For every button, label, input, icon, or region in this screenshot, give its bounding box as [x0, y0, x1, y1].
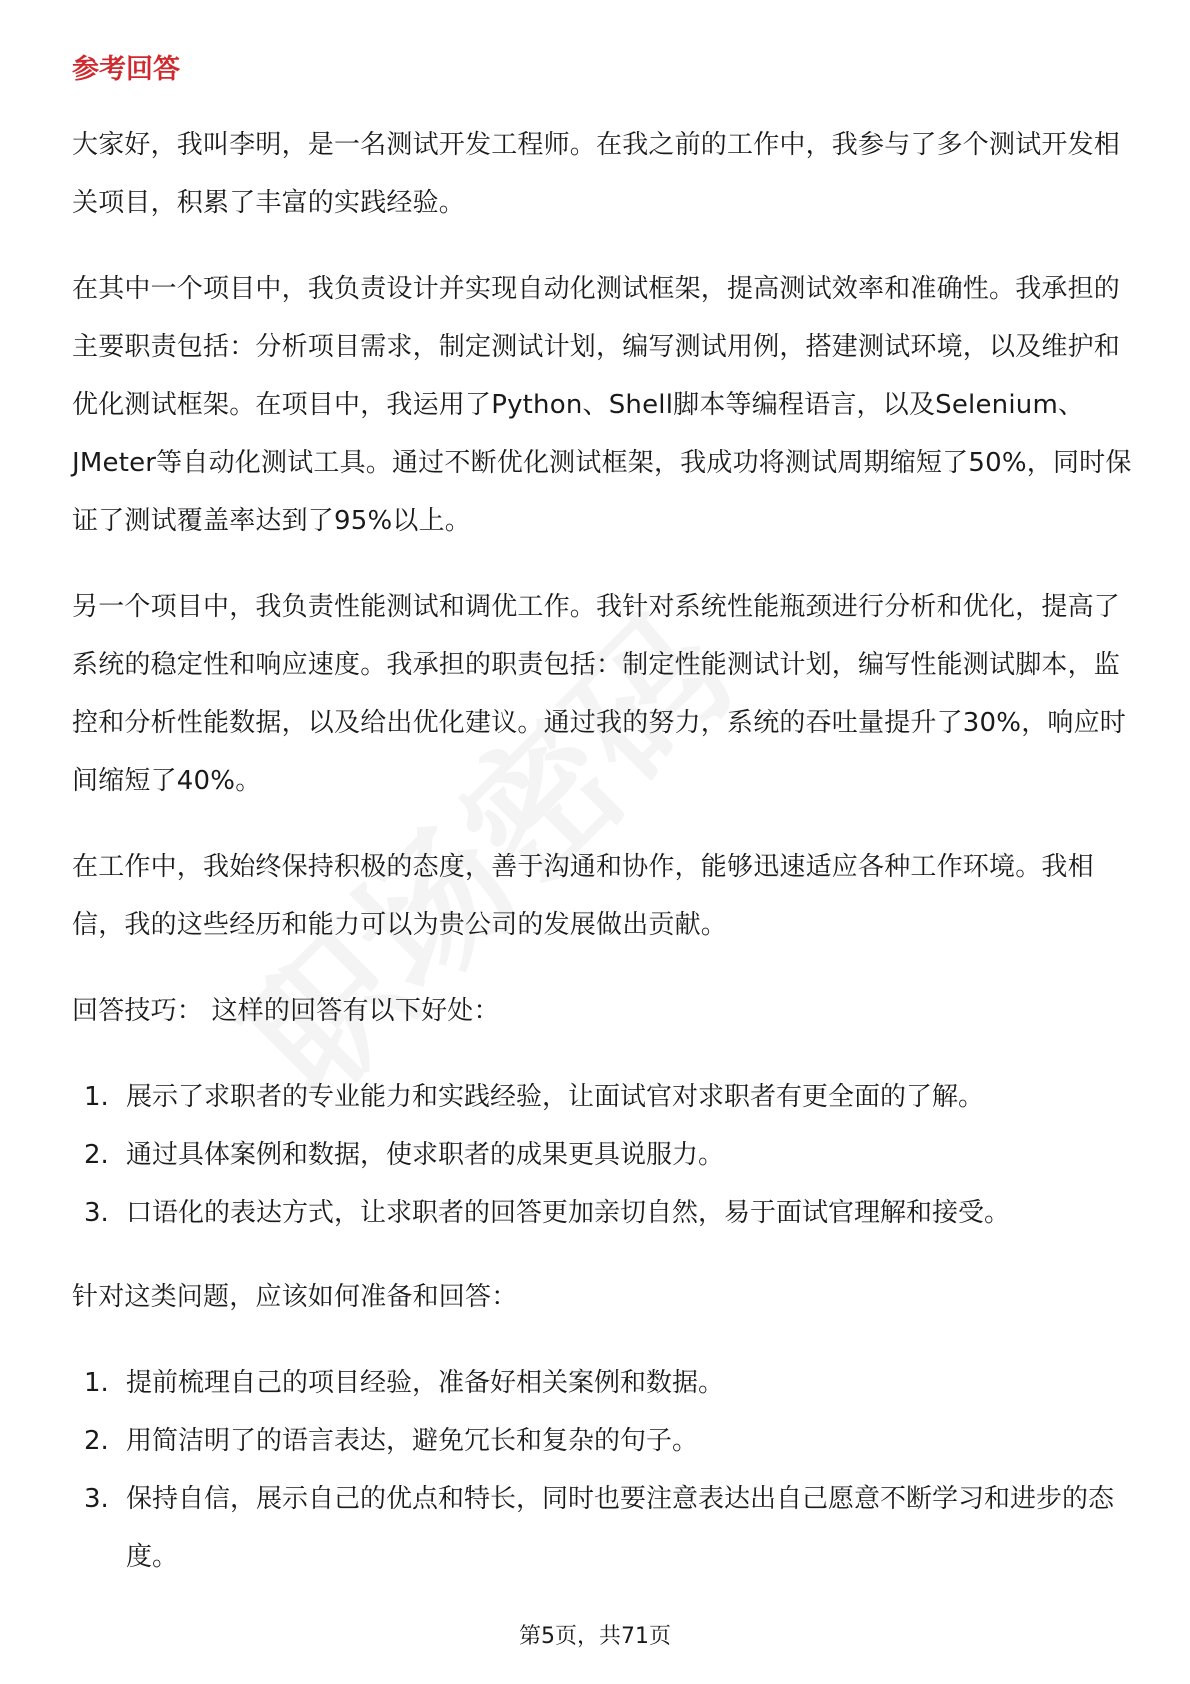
prep-intro: 针对这类问题，应该如何准备和回答：: [72, 1282, 518, 1312]
paragraph-intro: 大家好，我叫李明，是一名测试开发工程师。在我之前的工作中，我参与了多个测试开发相关项目，积累了丰富的实践经验。: [72, 130, 1121, 218]
list-item: 2. 通过具体案例和数据，使求职者的成果更具说服力。: [84, 1140, 725, 1170]
paragraph-attitude: 在工作中，我始终保持积极的态度，善于沟通和协作，能够迅速适应各种工作环境。我相信，我的这些经历和能力可以为贵公司的发展做出贡献。: [72, 852, 1094, 940]
tips-intro: 回答技巧： 这样的回答有以下好处：: [72, 996, 500, 1026]
list-item: 2. 用简洁明了的语言表达，避免冗长和复杂的句子。: [84, 1426, 699, 1456]
paragraph-project-performance: 另一个项目中，我负责性能测试和调优工作。我针对系统性能瓶颈进行分析和优化，提高了系统的稳定性和响应速度。我承担的职责包括：制定性能测试计划，编写性能测试脚本，监控和分析性能数据，以及给出优化建议。通过我的努力，系统的吞吐量提升了30%，响应时间缩短了40%。: [72, 592, 1126, 796]
tips-list: [72, 1068, 1132, 1242]
list-item: 3. 口语化的表达方式，让求职者的回答更加亲切自然，易于面试官理解和接受。: [84, 1198, 1011, 1228]
page-number: 第5页，共71页: [519, 1624, 671, 1649]
document-page: [72, 40, 1132, 1612]
list-item: 1. 提前梳理自己的项目经验，准备好相关案例和数据。: [84, 1368, 725, 1398]
paragraph-project-automation: 在其中一个项目中，我负责设计并实现自动化测试框架，提高测试效率和准确性。我承担的主要职责包括：分析项目需求，制定测试计划，编写测试用例，搭建测试环境，以及维护和优化测试框架。在项目中，我运用了Python、Shell脚本等编程语言，以及Selenium、JMeter等自动化测试工具。通过不断优化测试框架，我成功将测试周期缩短了50%，同时保证了测试覆盖率达到了95%以上。: [72, 274, 1132, 536]
prep-list: [72, 1354, 1132, 1586]
list-item: 1. 展示了求职者的专业能力和实践经验，让面试官对求职者有更全面的了解。: [84, 1082, 985, 1112]
list-item: 3. 保持自信，展示自己的优点和特长，同时也要注意表达出自己愿意不断学习和进步的态度。: [84, 1484, 1115, 1572]
section-heading: 参考回答: [72, 54, 180, 85]
